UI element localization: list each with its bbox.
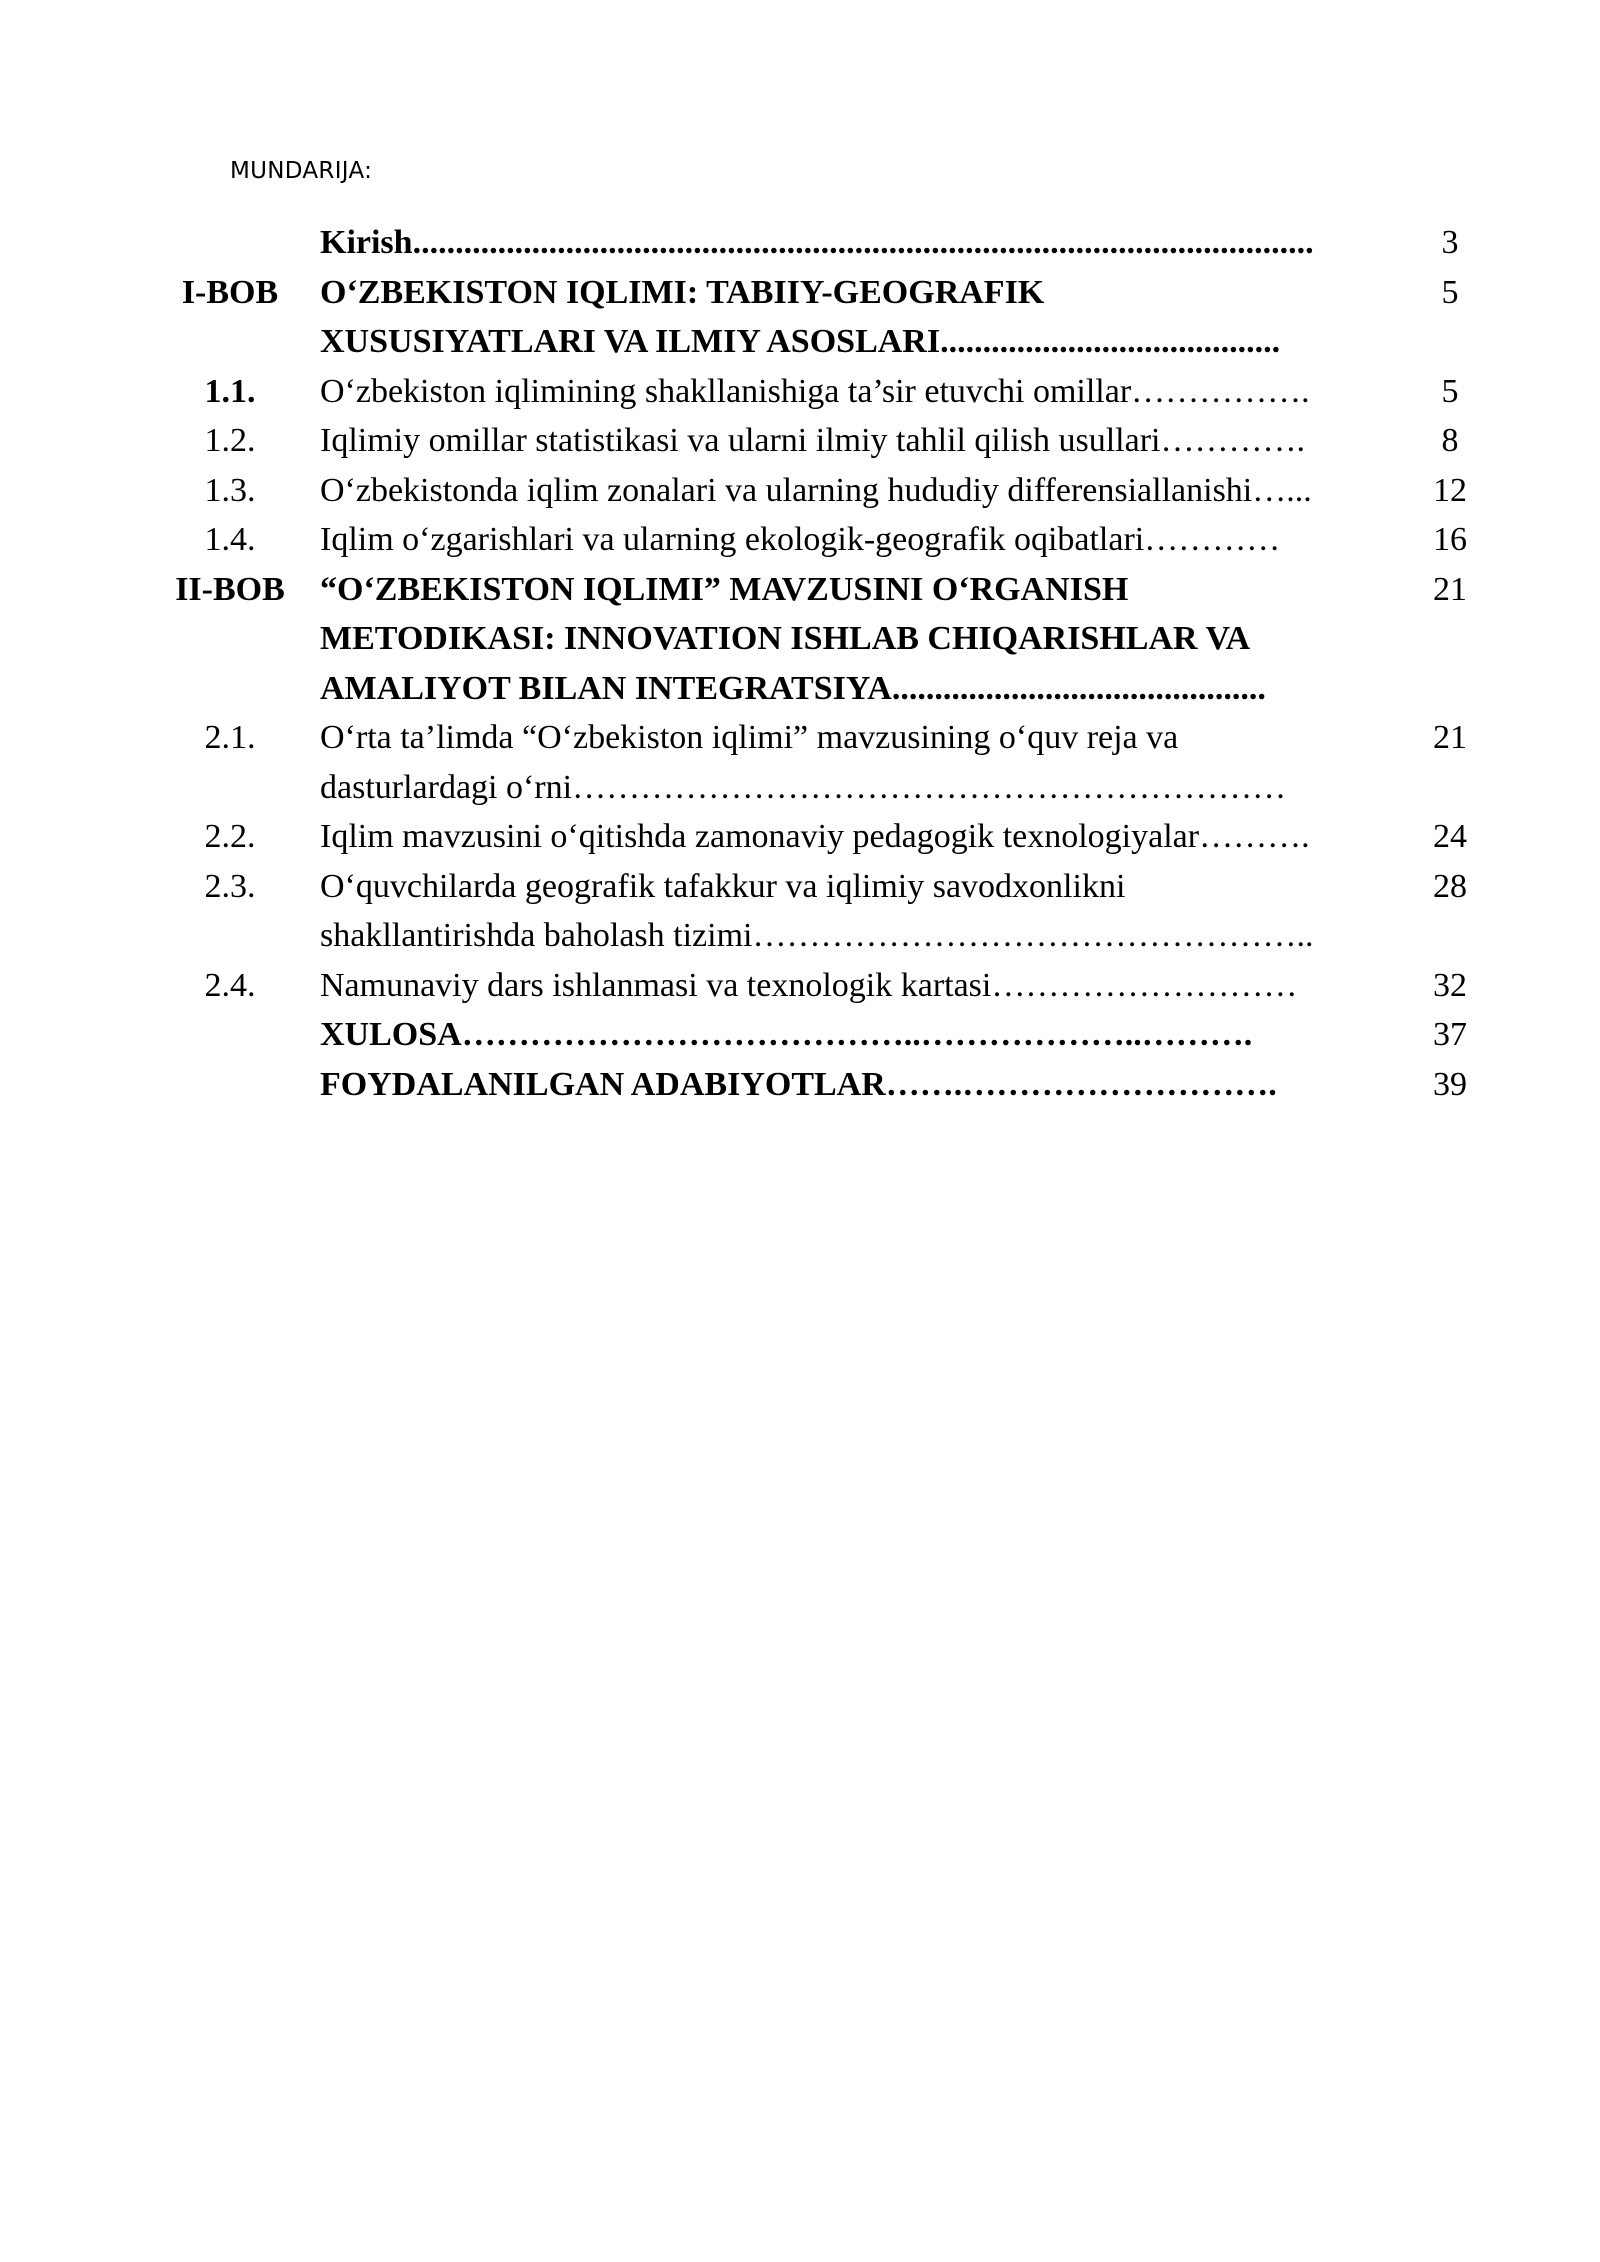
- toc-entry-number: 1.2.: [204, 422, 256, 459]
- toc-entry: [140, 218, 1500, 268]
- toc-entry: [140, 565, 1500, 714]
- toc-entry-page-number: 28: [1433, 867, 1467, 905]
- toc-entry-title-line: dasturlardagi o‘rni………………………………………………………: [320, 768, 1287, 806]
- toc-entry-number: 1.1.: [204, 372, 256, 410]
- toc-entry: [140, 961, 1500, 1011]
- toc-entry-number: 1.3.: [204, 471, 256, 509]
- toc-entry: [140, 1010, 1500, 1060]
- toc-entry-title: [320, 268, 1420, 367]
- toc-entry-title: [320, 466, 1420, 516]
- toc-entry: [140, 367, 1500, 417]
- toc-entry-title: [320, 367, 1420, 417]
- toc-entry-title: [320, 1060, 1420, 1110]
- toc-entry-title-line: Iqlimiy omillar statistikasi va ularni ilmiy tahlil qilish usullari………….: [320, 422, 1305, 459]
- toc-entry-title: [320, 1010, 1420, 1060]
- toc-entry-page-number: 8: [1441, 422, 1459, 459]
- table-of-contents: [140, 218, 1500, 1109]
- toc-entry-page-number: 21: [1433, 719, 1467, 756]
- toc-entry-page-number: 37: [1433, 1016, 1467, 1053]
- toc-entry-title: [320, 862, 1420, 961]
- toc-entry-page-number: 3: [1441, 224, 1459, 261]
- toc-entry-page-number: 5: [1441, 372, 1459, 410]
- toc-entry-title-line: O‘zbekiston iqlimining shakllanishiga ta’sir etuvchi omillar…………….: [320, 372, 1310, 410]
- toc-entry-page-number: 16: [1433, 521, 1467, 558]
- toc-entry: [140, 515, 1500, 565]
- toc-entry-page-number: 39: [1433, 1065, 1467, 1103]
- toc-entry-title-line: Iqlim o‘zgarishlari va ularning ekologik-geografik oqibatlari…………: [320, 521, 1281, 558]
- toc-entry-number: 2.3.: [204, 867, 256, 905]
- toc-entry-title-line: FOYDALANILGAN ADABIYOTLAR…….……………………….: [320, 1065, 1277, 1103]
- toc-entry-title-line: Namunaviy dars ishlanmasi va texnologik kartasi………………………: [320, 966, 1298, 1004]
- toc-entry-number: 1.4.: [204, 521, 256, 558]
- toc-entry: [140, 713, 1500, 812]
- toc-entry-page-number: 12: [1433, 471, 1467, 509]
- toc-entry-title-line: O‘zbekistonda iqlim zonalari va ularning hududiy differensiallanishi…...: [320, 471, 1312, 509]
- toc-entry-number: 2.2.: [204, 818, 256, 855]
- toc-entry-title: [320, 515, 1420, 565]
- toc-heading: MUNDARIJA:: [230, 158, 373, 184]
- toc-entry-title-line: O‘rta ta’limda “O‘zbekiston iqlimi” mavzusining o‘quv reja va: [320, 719, 1179, 756]
- toc-entry-title-line: O‘ZBEKISTON IQLIMI: TABIIY-GEOGRAFIK: [320, 273, 1045, 311]
- toc-entry-title-line: XUSUSIYATLARI VA ILMIY ASOSLARI........................................: [320, 323, 1281, 360]
- toc-entry-title: [320, 713, 1420, 812]
- toc-entry: [140, 1060, 1500, 1110]
- toc-entry: [140, 416, 1500, 466]
- toc-entry-title: [320, 218, 1420, 268]
- toc-entry-number: 2.1.: [204, 719, 256, 756]
- toc-entry-title: [320, 812, 1420, 862]
- toc-entry-title-line: “O‘ZBEKISTON IQLIMI” MAVZUSINI O‘RGANISH: [320, 570, 1129, 608]
- toc-entry-title-line: XULOSA…………………………………..………………..……….: [320, 1016, 1253, 1053]
- toc-entry-page-number: 32: [1433, 966, 1467, 1004]
- toc-entry-title-line: shakllantirishda baholash tizimi…………………………………………..: [320, 917, 1314, 954]
- toc-entry-number: I-BOB: [181, 273, 279, 311]
- toc-entry: [140, 466, 1500, 516]
- toc-entry-page-number: 21: [1433, 570, 1467, 608]
- toc-entry-title-line: O‘quvchilarda geografik tafakkur va iqlimiy savodxonlikni: [320, 867, 1126, 905]
- toc-entry-number: 2.4.: [204, 966, 256, 1004]
- toc-entry: [140, 862, 1500, 961]
- toc-entry-title-line: METODIKASI: INNOVATION ISHLAB CHIQARISHLAR VA: [320, 620, 1251, 657]
- toc-entry-title: [320, 565, 1420, 714]
- toc-entry-page-number: 24: [1433, 818, 1467, 855]
- toc-entry-title-line: Iqlim mavzusini o‘qitishda zamonaviy pedagogik texnologiyalar……….: [320, 818, 1310, 855]
- toc-entry-number: II-BOB: [175, 570, 285, 608]
- toc-entry-title-line: AMALIYOT BILAN INTEGRATSIYA............................................: [320, 669, 1266, 707]
- toc-entry: [140, 268, 1500, 367]
- toc-entry-title: [320, 961, 1420, 1011]
- toc-entry-title-line: Kirish..........................................................................................................: [320, 224, 1314, 261]
- toc-entry-title: [320, 416, 1420, 466]
- toc-entry-page-number: 5: [1441, 273, 1459, 311]
- toc-entry: [140, 812, 1500, 862]
